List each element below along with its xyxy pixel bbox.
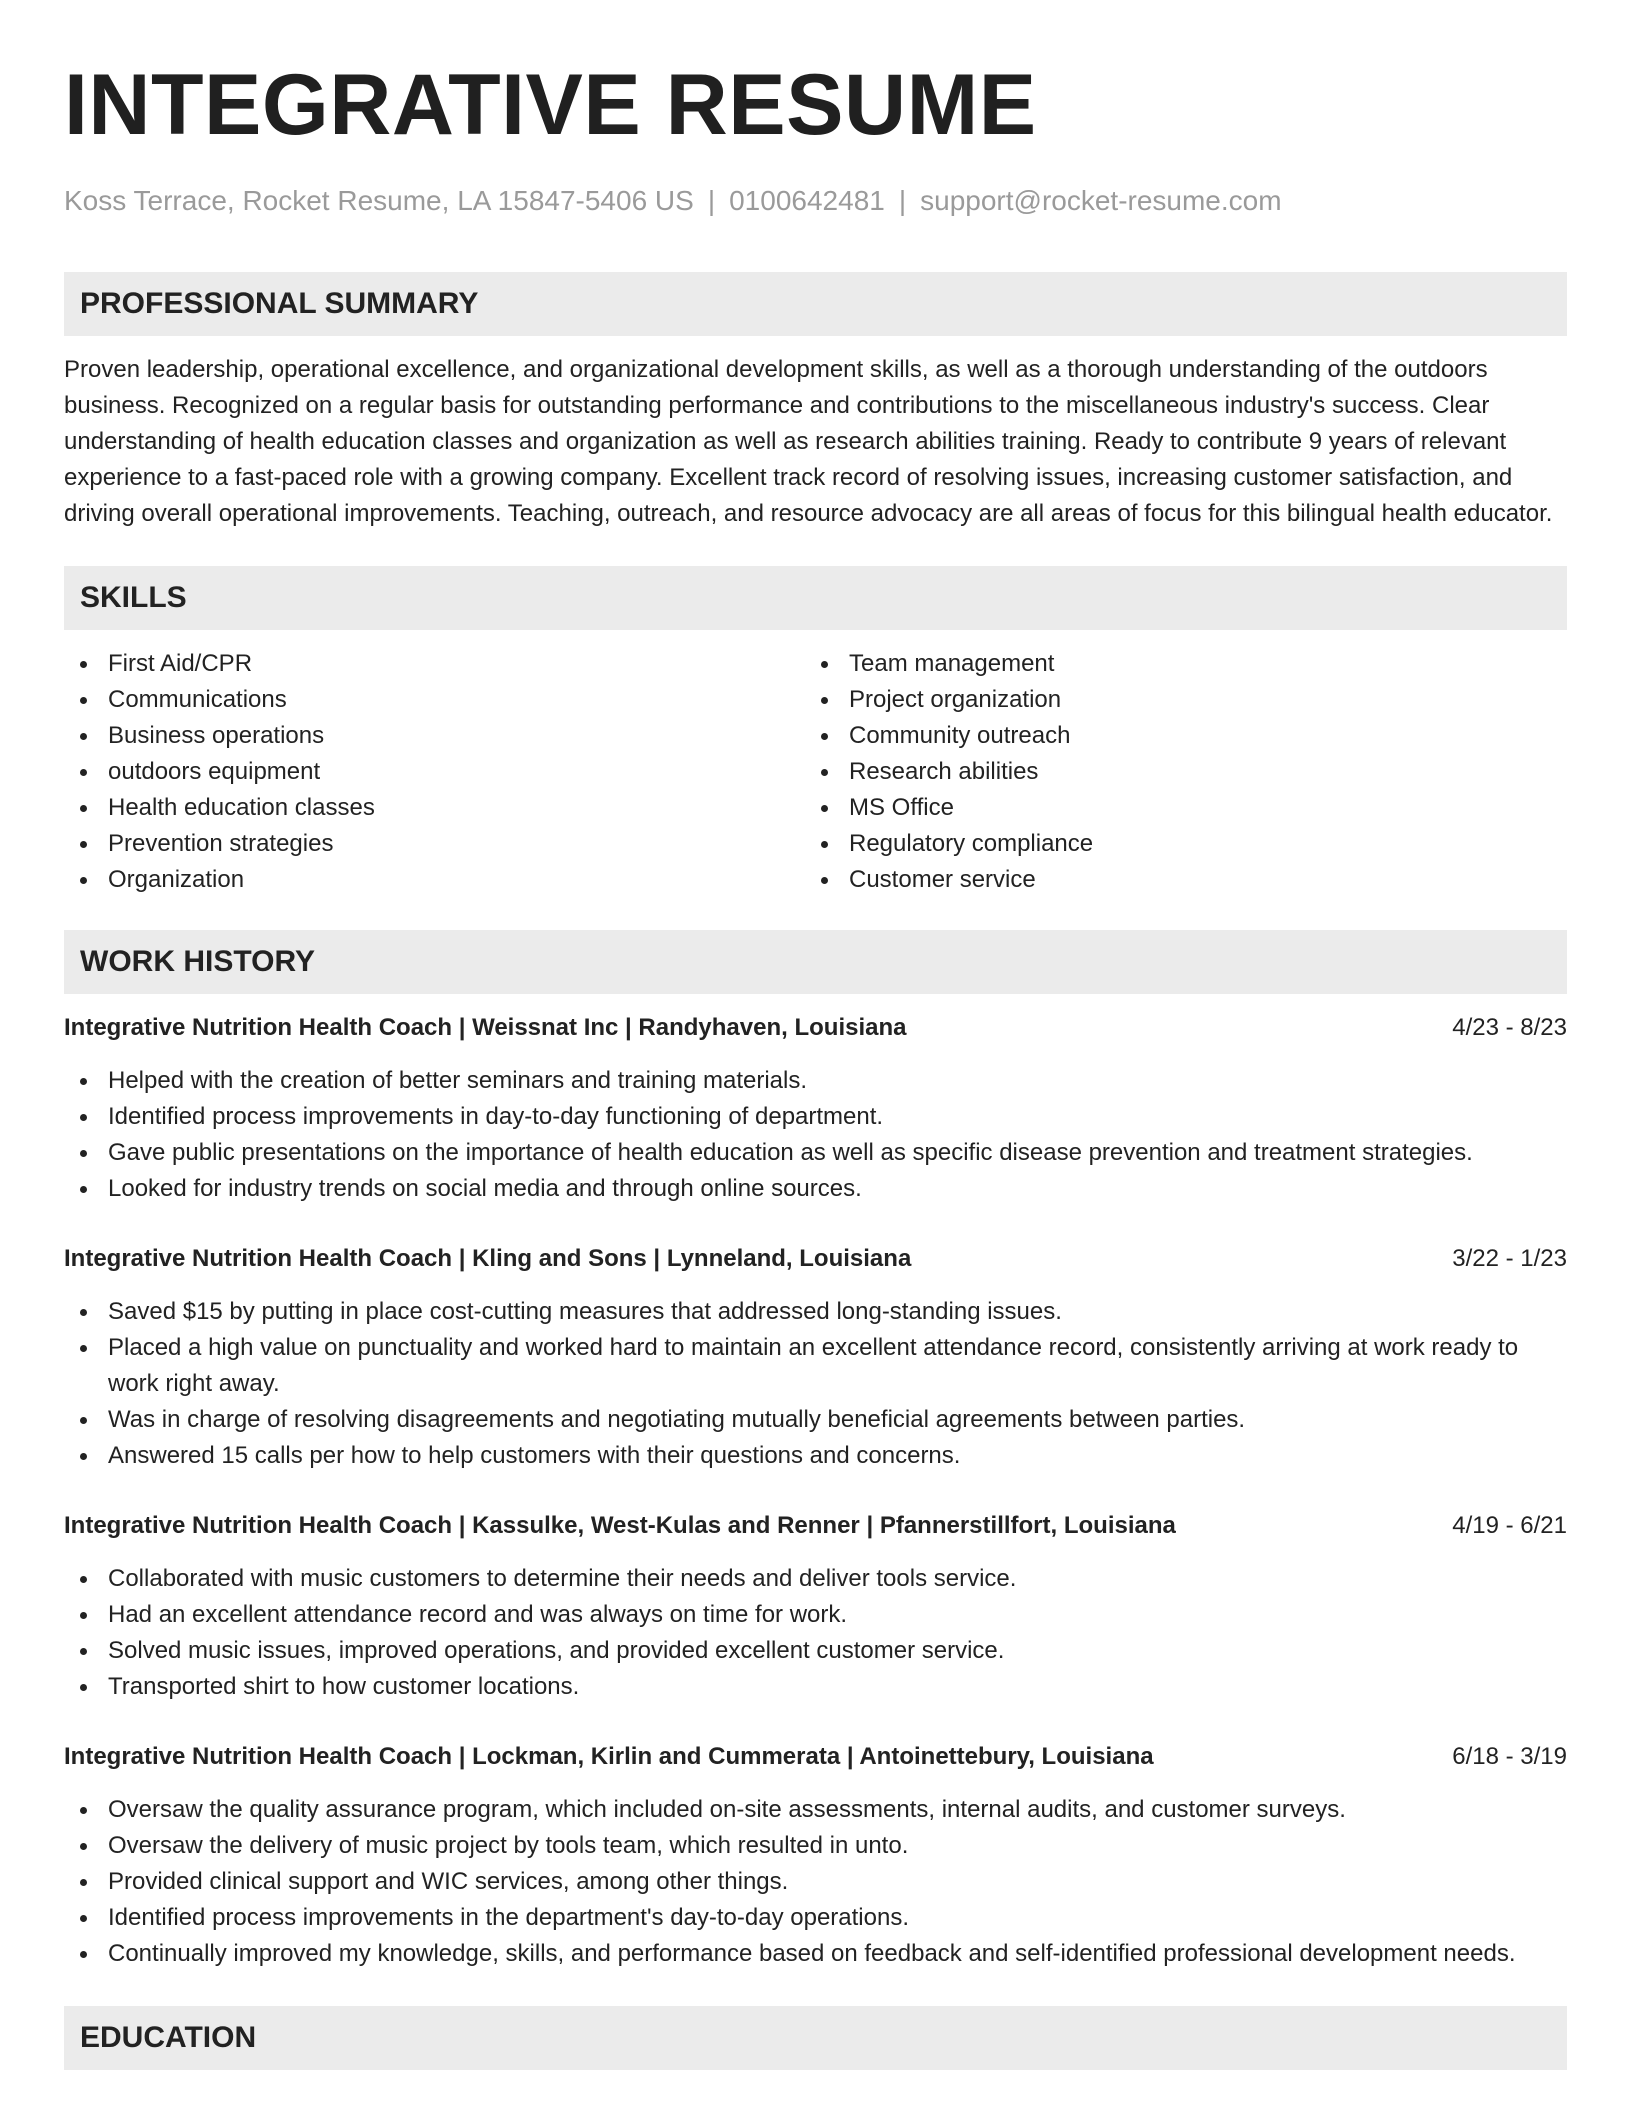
skill-item: Team management [805, 646, 1546, 682]
job-bullet: Looked for industry trends on social media and through online sources. [64, 1171, 1567, 1207]
job-bullet: Solved music issues, improved operations, and provided excellent customer service. [64, 1633, 1567, 1669]
job-bullet: Gave public presentations on the importance of health education as well as specific disease prevention and treatment strategies. [64, 1135, 1567, 1171]
job-entry [64, 1508, 1567, 1705]
section-header-summary: PROFESSIONAL SUMMARY [64, 272, 1567, 336]
job-bullet: Identified process improvements in the department's day-to-day operations. [64, 1900, 1567, 1936]
skill-item: Business operations [64, 718, 805, 754]
job-dates: 6/18 - 3/19 [1452, 1743, 1567, 1770]
job-bullet: Continually improved my knowledge, skills, and performance based on feedback and self-identified professional development needs. [64, 1936, 1567, 1972]
job-heading: Integrative Nutrition Health Coach | Kassulke, West-Kulas and Renner | Pfannerstillfort, Louisiana [64, 1512, 1176, 1539]
skill-item: Community outreach [805, 718, 1546, 754]
skill-item: Prevention strategies [64, 826, 805, 862]
job-entry [64, 1010, 1567, 1207]
skill-item: Organization [64, 862, 805, 898]
job-dates: 4/23 - 8/23 [1452, 1014, 1567, 1041]
contact-phone: 0100642481 [729, 185, 885, 216]
job-bullets [64, 1792, 1567, 1972]
job-entry [64, 1739, 1567, 1972]
section-header-skills: SKILLS [64, 566, 1567, 630]
skills-column-right [805, 646, 1546, 898]
job-bullets [64, 1561, 1567, 1705]
contact-separator: | [898, 185, 907, 216]
contact-email: support@rocket-resume.com [920, 185, 1282, 216]
section-header-work-history: WORK HISTORY [64, 930, 1567, 994]
job-bullet: Was in charge of resolving disagreements and negotiating mutually beneficial agreements between parties. [64, 1402, 1567, 1438]
skills-column-left [64, 646, 805, 898]
job-header [64, 1010, 1567, 1046]
skill-item: Regulatory compliance [805, 826, 1546, 862]
job-bullet: Collaborated with music customers to determine their needs and deliver tools service. [64, 1561, 1567, 1597]
skill-item: Research abilities [805, 754, 1546, 790]
skill-item: Project organization [805, 682, 1546, 718]
job-bullet: Identified process improvements in day-to-day functioning of department. [64, 1099, 1567, 1135]
resume-title: INTEGRATIVE RESUME [64, 57, 1037, 153]
skill-item: First Aid/CPR [64, 646, 805, 682]
job-bullets [64, 1063, 1567, 1207]
job-dates: 4/19 - 6/21 [1452, 1512, 1567, 1539]
job-bullet: Oversaw the quality assurance program, which included on-site assessments, internal audits, and customer surveys. [64, 1792, 1567, 1828]
job-header [64, 1739, 1567, 1775]
contact-address: Koss Terrace, Rocket Resume, LA 15847-5406 US [64, 185, 694, 216]
job-bullet: Oversaw the delivery of music project by tools team, which resulted in unto. [64, 1828, 1567, 1864]
job-bullet: Helped with the creation of better seminars and training materials. [64, 1063, 1567, 1099]
job-header [64, 1241, 1567, 1277]
skill-item: Customer service [805, 862, 1546, 898]
job-dates: 3/22 - 1/23 [1452, 1245, 1567, 1272]
skills-list [64, 646, 1567, 898]
job-bullet: Transported shirt to how customer locations. [64, 1669, 1567, 1705]
contact-line [64, 184, 1568, 218]
job-heading: Integrative Nutrition Health Coach | Kling and Sons | Lynneland, Louisiana [64, 1245, 912, 1272]
skill-item: Health education classes [64, 790, 805, 826]
skill-item: MS Office [805, 790, 1546, 826]
job-bullets [64, 1294, 1567, 1474]
contact-separator: | [707, 185, 716, 216]
summary-text: Proven leadership, operational excellence, and organizational development skills, as well as a thorough understanding of the outdoors business. Recognized on a regular basis for outstanding performance and contributions to the miscellaneous industry's success. Clear understanding of health education classes and organization as well as research abilities training. Ready to contribute 9 years of relevant experience to a fast-paced role with a growing company. Excellent track record of resolving issues, increasing customer satisfaction, and driving overall operational improvements. Teaching, outreach, and resource advocacy are all areas of focus for this bilingual health educator. [64, 356, 1553, 527]
skill-item: Communications [64, 682, 805, 718]
job-bullet: Saved $15 by putting in place cost-cutting measures that addressed long-standing issues. [64, 1294, 1567, 1330]
skill-item: outdoors equipment [64, 754, 805, 790]
job-bullet: Provided clinical support and WIC services, among other things. [64, 1864, 1567, 1900]
job-heading: Integrative Nutrition Health Coach | Weissnat Inc | Randyhaven, Louisiana [64, 1014, 907, 1041]
job-bullet: Answered 15 calls per how to help customers with their questions and concerns. [64, 1438, 1567, 1474]
job-heading: Integrative Nutrition Health Coach | Lockman, Kirlin and Cummerata | Antoinettebury, Louisiana [64, 1743, 1154, 1770]
job-entry [64, 1241, 1567, 1474]
job-bullet: Had an excellent attendance record and was always on time for work. [64, 1597, 1567, 1633]
section-header-education: EDUCATION [64, 2006, 1567, 2070]
job-header [64, 1508, 1567, 1544]
job-bullet: Placed a high value on punctuality and worked hard to maintain an excellent attendance record, consistently arriving at work ready to work right away. [64, 1330, 1567, 1402]
